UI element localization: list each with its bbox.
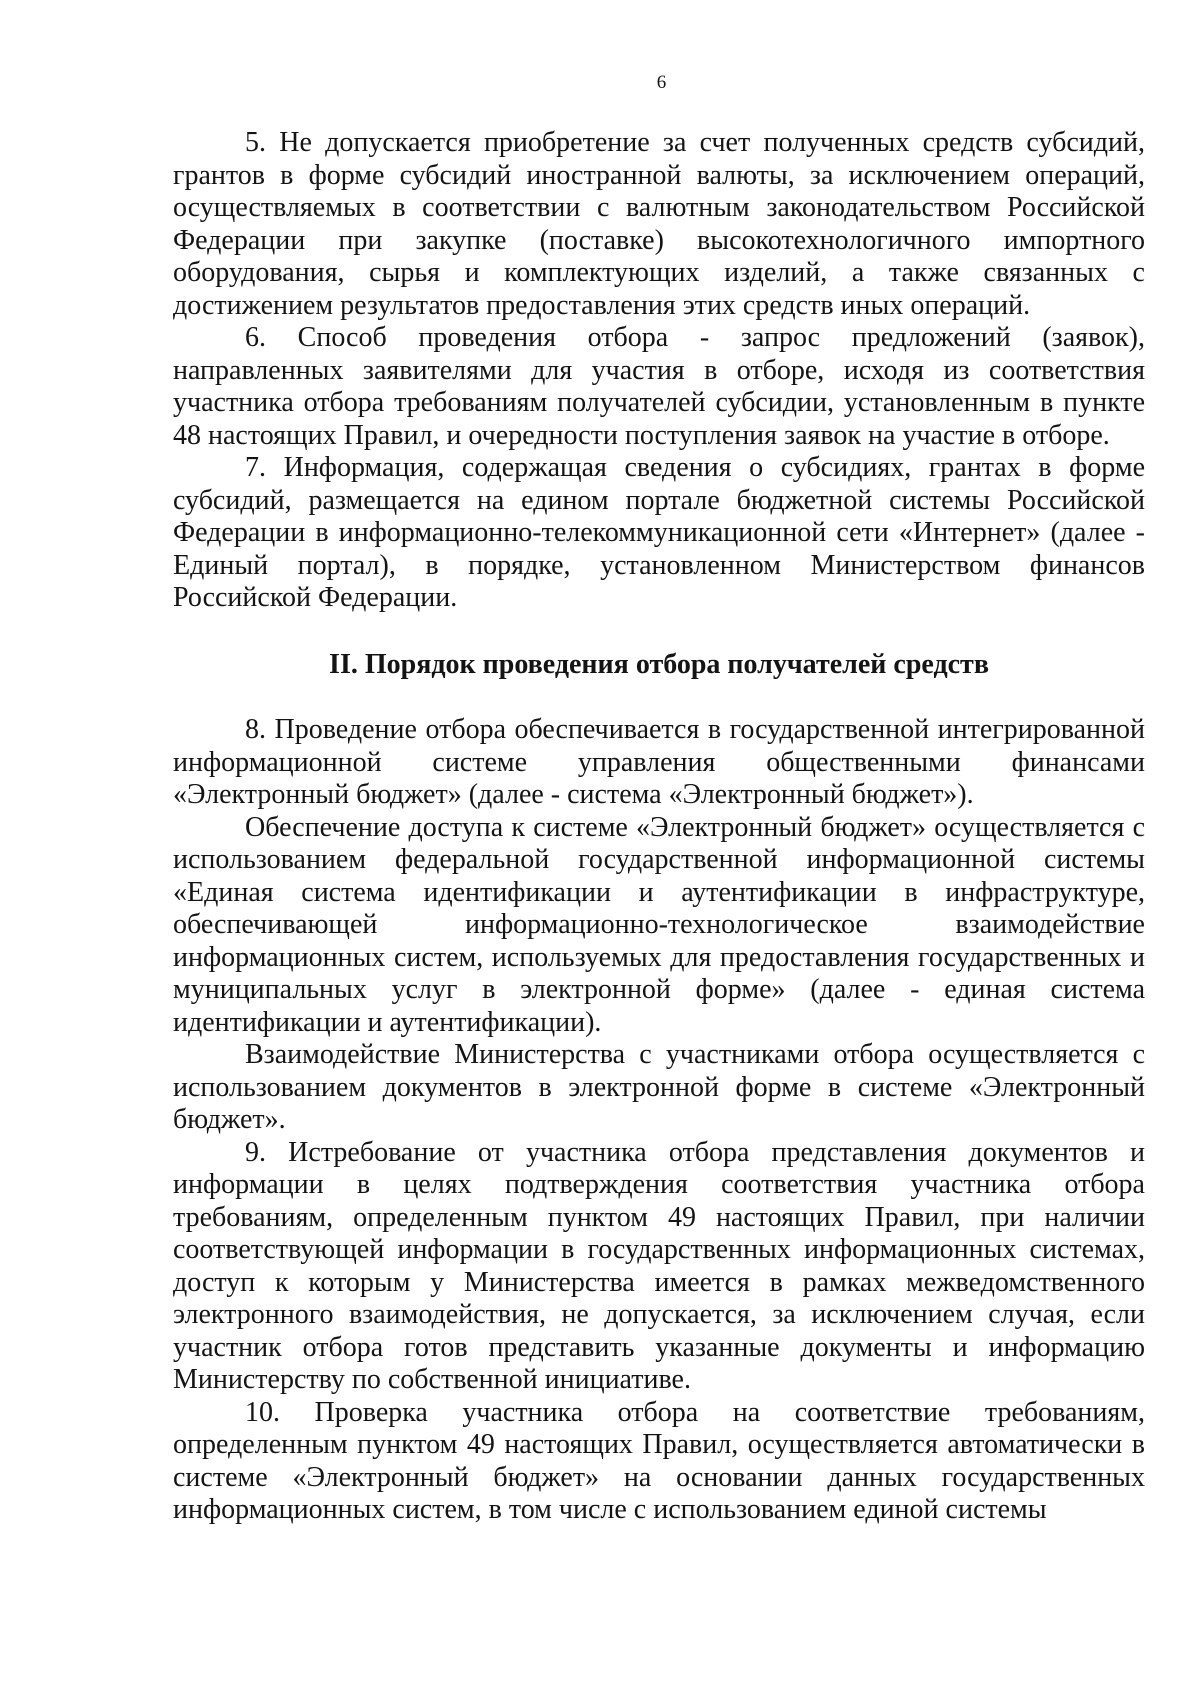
paragraph-5: 5. Не допускается приобретение за счет полученных средств субсидий, грантов в форме субсидий иностранной валюты, за исключением операций, осуществляемых в соответствии с валютным законодательством Российской Федерации при закупке (поставке) высокотехнологичного импортного оборудования, сырья и комплектующих изделий, а также связанных с достижением результатов предоставления этих средств иных операций. bbox=[173, 127, 1145, 321]
paragraph-8: 8. Проведение отбора обеспечивается в государственной интегрированной информационной системе управления общественными финансами «Электронный бюджет» (далее - система «Электронный бюджет»). bbox=[173, 714, 1145, 810]
paragraph-7: 7. Информация, содержащая сведения о субсидиях, грантах в форме субсидий, размещается на едином портале бюджетной системы Российской Федерации в информационно-телекоммуникационной сети «Интернет» (далее - Единый портал), в порядке, установленном Министерством финансов Российской Федерации. bbox=[173, 452, 1145, 613]
body-text-bottom bbox=[173, 714, 1145, 1527]
body-text-top bbox=[173, 127, 1145, 615]
paragraph-6: 6. Способ проведения отбора - запрос предложений (заявок), направленных заявителями для участия в отборе, исходя из соответствия участника отбора требованиям получателей субсидии, установленным в пункте 48 настоящих Правил, и очередности поступления заявок на участие в отборе. bbox=[173, 322, 1145, 451]
paragraph-8-interaction: Взаимодействие Министерства с участниками отбора осуществляется с использованием документов в электронной форме в системе «Электронный бюджет». bbox=[173, 1039, 1145, 1135]
section-heading: II. Порядок проведения отбора получателей средств bbox=[329, 649, 989, 680]
paragraph-9: 9. Истребование от участника отбора представления документов и информации в целях подтверждения соответствия участника отбора требованиям, определенным пунктом 49 настоящих Правил, при наличии соответствующей информации в государственных информационных системах, доступ к которым у Министерства имеется в рамках межведомственного электронного взаимодействия, не допускается, за исключением случая, если участник отбора готов представить указанные документы и информацию Министерству по собственной инициативе. bbox=[173, 1136, 1145, 1395]
paragraph-10: 10. Проверка участника отбора на соответствие требованиям, определенным пунктом 49 настоящих Правил, осуществляется автоматически в системе «Электронный бюджет» на основании данных государственных информационных систем, в том числе с использованием единой системы bbox=[173, 1396, 1145, 1525]
paragraph-8-access: Обеспечение доступа к системе «Электронный бюджет» осуществляется с использованием федеральной государственной информационной системы «Единая система идентификации и аутентификации в инфраструктуре, обеспечивающей информационно-технологическое взаимодействие информационных систем, используемых для предоставления государственных и муниципальных услуг в электронной форме» (далее - единая система идентификации и аутентификации). bbox=[173, 811, 1145, 1038]
page-number: 6 bbox=[656, 72, 667, 93]
